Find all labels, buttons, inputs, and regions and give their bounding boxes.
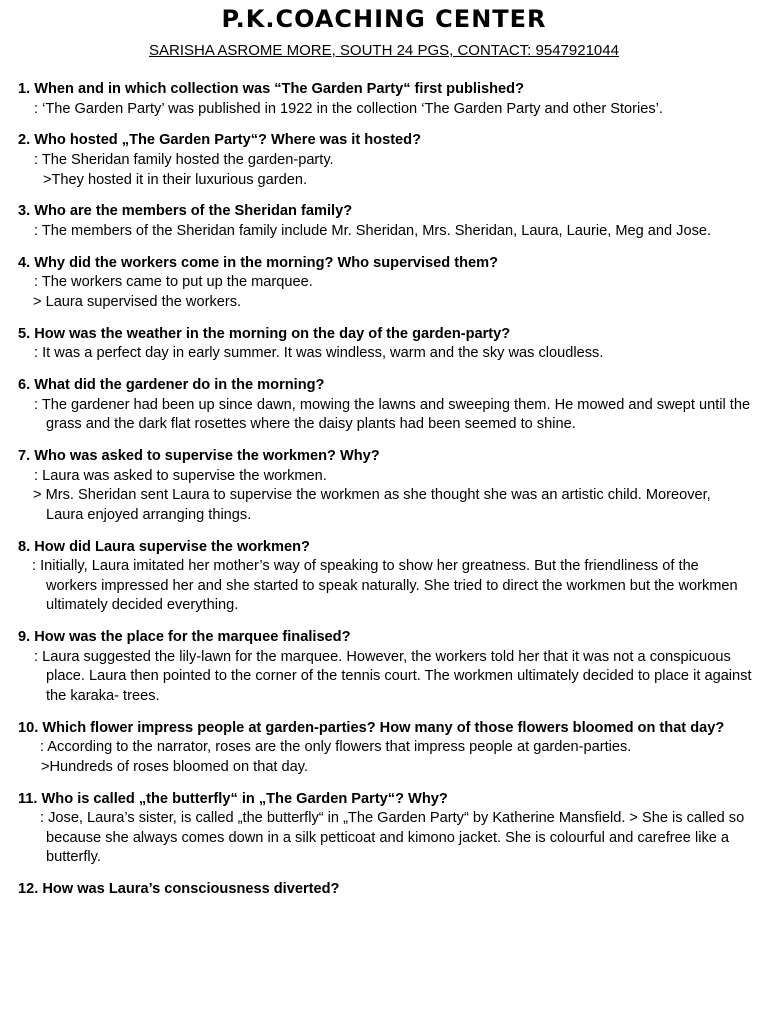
question-text: 5. How was the weather in the morning on the day of the garden-party? bbox=[18, 325, 511, 342]
page-title: P.K.COACHING CENTER bbox=[221, 5, 547, 33]
qa-item-5 bbox=[0, 325, 768, 364]
qa-item-9 bbox=[0, 628, 768, 706]
qa-item-6 bbox=[0, 376, 768, 435]
answer-text: : ‘The Garden Party’ was published in 1922 in the collection ‘The Garden Party and other Stories’. bbox=[34, 100, 663, 117]
answer-text: : According to the narrator, roses are the only flowers that impress people at garden-parties. bbox=[40, 739, 632, 756]
qa-item-8 bbox=[0, 538, 768, 616]
question-text: 4. Why did the workers come in the morning? Who supervised them? bbox=[18, 254, 499, 271]
answer-text-continued: >Hundreds of roses bloomed on that day. bbox=[41, 758, 309, 775]
question-text: 3. Who are the members of the Sheridan family? bbox=[18, 203, 353, 220]
answer-text-continued: >They hosted it in their luxurious garden. bbox=[43, 171, 308, 188]
answer-text: : It was a perfect day in early summer. It was windless, warm and the sky was cloudless. bbox=[34, 345, 604, 362]
question-text: 12. How was Laura’s consciousness diverted? bbox=[18, 881, 340, 898]
answer-text: : The gardener had been up since dawn, mowing the lawns and sweeping them. He mowed and swept until the grass and the dark flat rosettes where the daisy plants had been seemed to shine. bbox=[34, 396, 751, 433]
question-text: 6. What did the gardener do in the morning? bbox=[18, 377, 325, 394]
qa-item-12 bbox=[0, 880, 768, 900]
answer-text-continued: > Laura supervised the workers. bbox=[33, 293, 242, 310]
qa-item-4 bbox=[0, 254, 768, 313]
answer-text: : The workers came to put up the marquee. bbox=[34, 274, 313, 291]
question-text: 9. How was the place for the marquee finalised? bbox=[18, 629, 351, 646]
qa-item-7 bbox=[0, 447, 768, 525]
qa-item-2 bbox=[0, 131, 768, 190]
question-text: 8. How did Laura supervise the workmen? bbox=[18, 538, 310, 555]
qa-item-1 bbox=[0, 80, 768, 119]
qa-item-3 bbox=[0, 202, 768, 241]
qa-item-10 bbox=[0, 719, 768, 778]
question-text: 2. Who hosted „The Garden Party“? Where was it hosted? bbox=[18, 132, 422, 149]
answer-text-continued: > Mrs. Sheridan sent Laura to supervise the workmen as she thought she was an artistic child. Moreover, Laura enjoyed arranging things. bbox=[33, 487, 711, 523]
answer-text: : The members of the Sheridan family include Mr. Sheridan, Mrs. Sheridan, Laura, Laurie, Meg and Jose. bbox=[34, 222, 712, 239]
question-text: 10. Which flower impress people at garden-parties? How many of those flowers bloomed on that day? bbox=[18, 719, 725, 736]
answer-text: : The Sheridan family hosted the garden-party. bbox=[34, 151, 334, 168]
question-text: 1. When and in which collection was “The Garden Party“ first published? bbox=[18, 81, 524, 97]
address-contact-line: SARISHA ASROME MORE, SOUTH 24 PGS, CONTACT: 9547921044 bbox=[149, 42, 619, 59]
answer-text: : Jose, Laura’s sister, is called „the butterfly“ in „The Garden Party“ by Katherine Mansfield. > She is called so because she always comes down in a silk petticoat and kimono jacket. She is colourful and carefree like a butterfly. bbox=[40, 810, 745, 866]
question-text: 11. Who is called „the butterfly“ in „The Garden Party“? Why? bbox=[18, 790, 448, 807]
question-text: 7. Who was asked to supervise the workmen? Why? bbox=[18, 448, 380, 465]
answer-text: : Initially, Laura imitated her mother’s way of speaking to show her greatness. But the friendliness of the workers impressed her and she started to speak naturally. She tried to direct the workmen but the workmen ultimately decided everything. bbox=[32, 558, 738, 614]
answer-text: : Laura suggested the lily-lawn for the marquee. However, the workers told her that it was not a conspicuous place. Laura then pointed to the corner of the tennis court. The workmen ultimately decided to place it against the karaka- trees. bbox=[34, 648, 752, 704]
answer-text: : Laura was asked to supervise the workmen. bbox=[34, 467, 327, 484]
qa-item-11 bbox=[0, 790, 768, 868]
question-answer-list bbox=[0, 80, 768, 912]
